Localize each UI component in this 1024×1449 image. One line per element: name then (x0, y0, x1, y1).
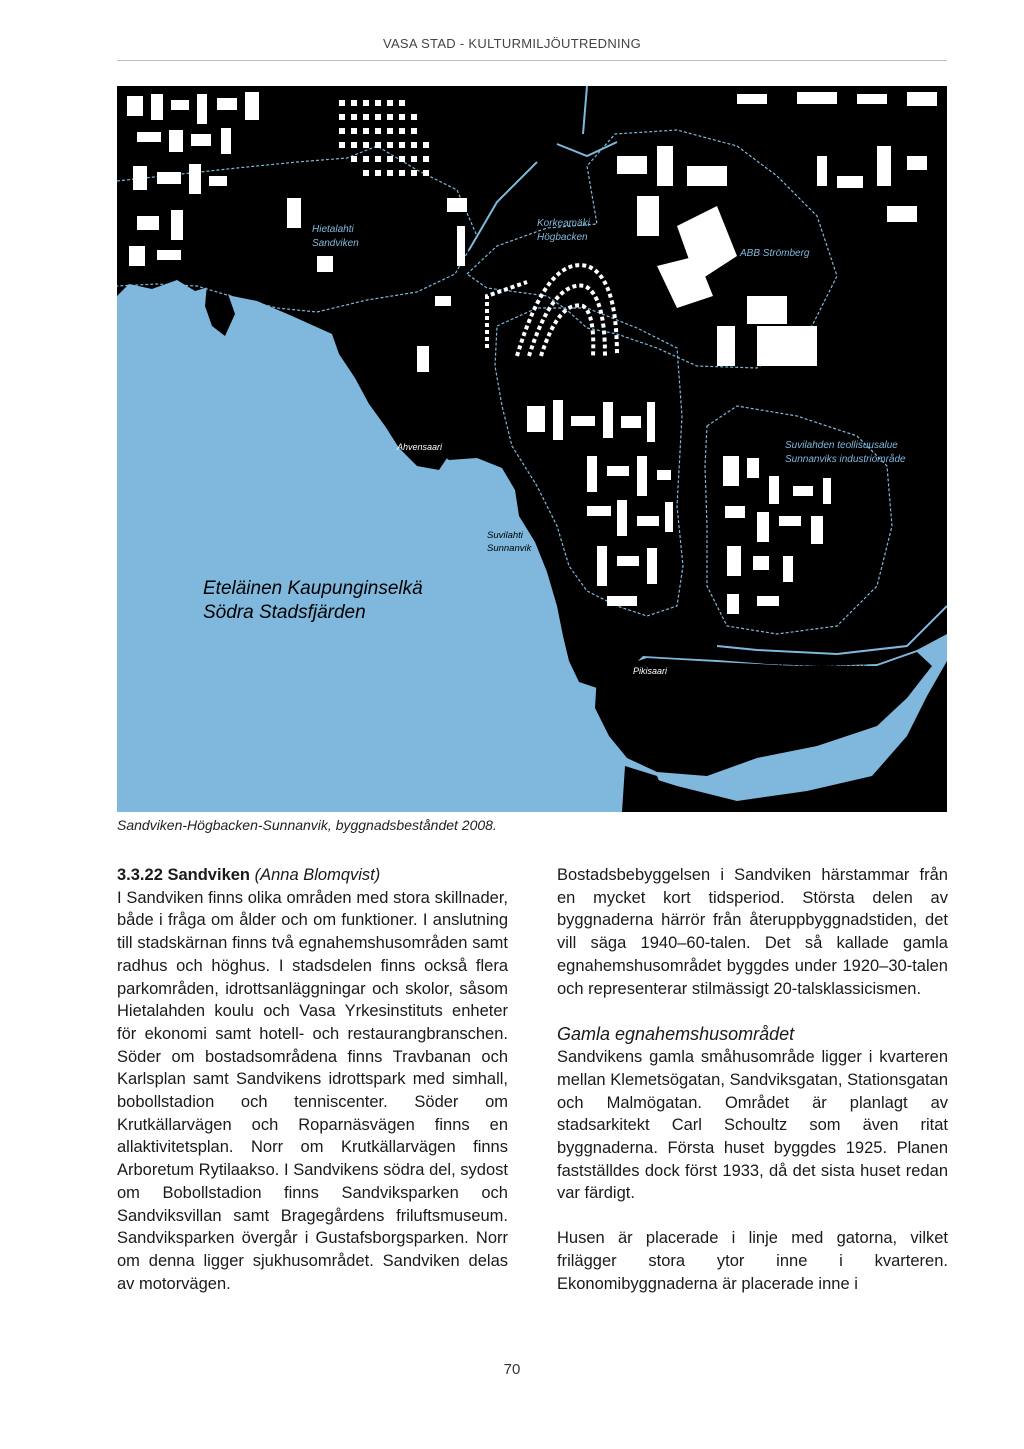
map-label-suvilahti: Suvilahti (487, 530, 523, 541)
page-number: 70 (503, 1361, 521, 1378)
section-title: Sandviken (167, 866, 251, 884)
map-label-hietalahti: Hietalahti (312, 224, 354, 235)
map-label-sunnanvik: Sunnanvik (487, 543, 532, 554)
right-column (557, 864, 948, 1295)
figure-caption: Sandviken-Högbacken-Sunnanvik, byggnadsbeståndet 2008. (117, 817, 497, 833)
map-label-sodra: Södra Stadsfjärden (203, 602, 366, 623)
map-label-sandviken: Sandviken (312, 238, 359, 249)
subheading: Gamla egnahemshusområdet (557, 1024, 795, 1045)
right-paragraph-2: Sandvikens gamla småhusområde ligger i kvarteren mellan Klemetsögatan, Sandviksgatan, Stationsgatan och Malmögatan. Området är planlagt av stadsarkitekt Carl Schoultz som även ritat byggnaderna. Första huset byggdes 1925. Planen fastställdes dock först 1933, då det sista huset redan var färdigt. (557, 1048, 948, 1203)
left-column (117, 864, 508, 1295)
map-label-hogbacken: Högbacken (537, 232, 588, 243)
right-paragraph-1: Bostadsbebyggelsen i Sandviken härstammar från en mycket kort tidsperiod. Största delen av byggnaderna härrör från återuppbyggnadstiden, det vill säga 1940–60-talen. Det så kallade gamla egnahemshusområdet byggdes under 1920–30-talen och representerar stilmässigt 20-talsklassicismen. (557, 866, 948, 998)
map-label-pikisaari: Pikisaari (633, 666, 668, 676)
map-graphic (117, 86, 947, 812)
map-label-korkeamaki: Korkeamäki (537, 218, 590, 229)
map-label-etelainen: Eteläinen Kaupunginselkä (203, 578, 423, 599)
map-figure (117, 86, 947, 812)
section-author: (Anna Blomqvist) (254, 866, 381, 884)
left-paragraph: I Sandviken finns olika områden med stora skillnader, både i fråga om ålder och om funktioner. I anslutning till stadskärnan finns två egnahemshusområden samt radhus och höghus. I stadsdelen finns också flera parkområden, idrottsanläggningar och skolor, såsom Hietalahden koulu och Vasa Yrkesinstituts enheter för ekonomi samt hotell- och restaurangbranschen. Söder om bostadsområdena finns Travbanan och Karlsplan samt Sandvikens idrottspark med simhall, bobollstadion och tenniscenter. Söder om Krutkällarvägen och Roparnäsvägen finns en allaktivitetsplan. Norr om Krutkällarvägen finns Arboretum Rytilaakso. I Sandvikens södra del, sydost om Bobollstadion finns Sandviksparken och Sandviksvillan samt Bragegårdens friluftsmuseum. Sandviksparken övergår i Gustafsborgsparken. Norr om denna ligger sjukhusområdet. Sandviken delas av motorvägen. (117, 888, 508, 1293)
map-label-vanhan: Vanhan Vaasan kanaali (777, 662, 867, 672)
map-label-ahvensaari: Ahvensaari (397, 442, 443, 452)
header-divider (117, 60, 947, 61)
map-label-abb: ABB Strömberg (740, 248, 810, 259)
map-label-suvilahden-1: Suvilahden teollisuusalue (785, 440, 898, 451)
section-heading (117, 864, 508, 887)
map-label-suvilahden-2: Sunnanviks industriområde (785, 454, 906, 465)
right-paragraph-3: Husen är placerade i linje med gatorna, vilket frilägger stora ytor inne i kvarteren. Ekonomibyggnaderna är placerade inne i (557, 1229, 948, 1293)
running-header: VASA STAD - KULTURMILJÖUTREDNING (382, 36, 642, 51)
section-number: 3.3.22 (117, 866, 163, 884)
